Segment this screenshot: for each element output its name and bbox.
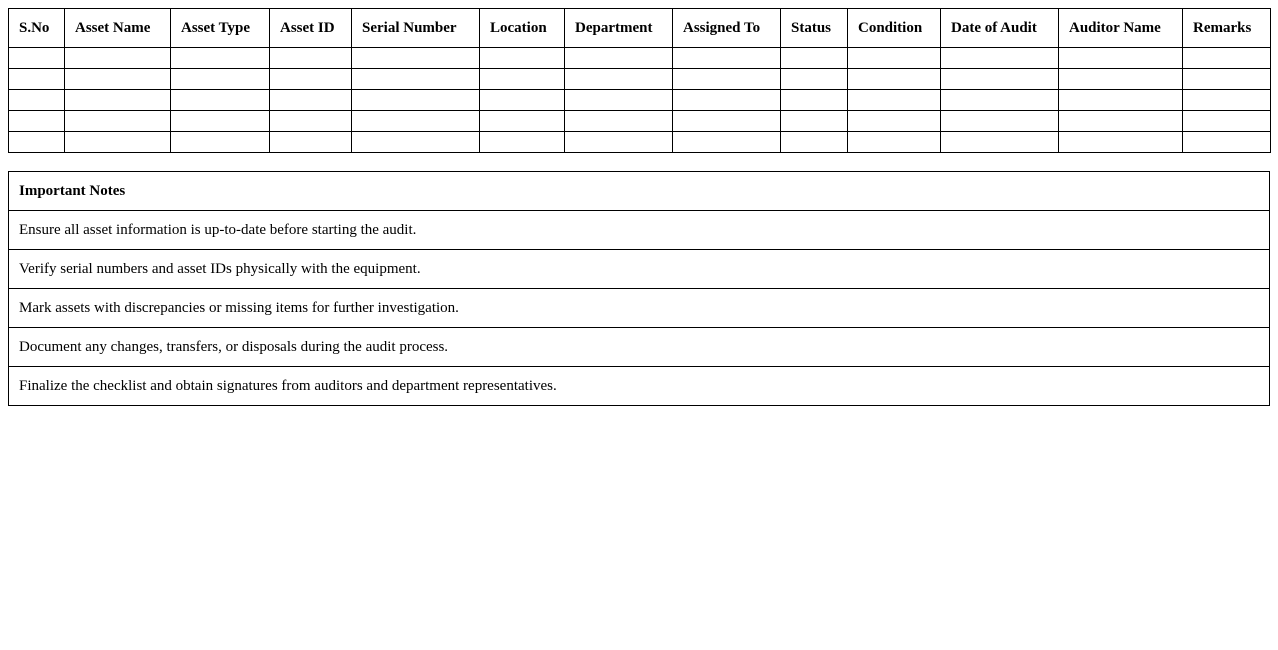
table-cell[interactable]: [848, 132, 941, 153]
table-cell[interactable]: [480, 69, 565, 90]
table-cell[interactable]: [65, 69, 171, 90]
table-cell[interactable]: [848, 48, 941, 69]
table-body: [9, 48, 1271, 153]
header-auditor-name: Auditor Name: [1059, 9, 1183, 48]
table-cell[interactable]: [65, 132, 171, 153]
table-cell[interactable]: [9, 69, 65, 90]
note-row: [9, 211, 1270, 250]
table-cell[interactable]: [9, 132, 65, 153]
table-cell[interactable]: [65, 48, 171, 69]
table-cell[interactable]: [673, 69, 781, 90]
table-cell[interactable]: [848, 69, 941, 90]
header-asset-id: Asset ID: [270, 9, 352, 48]
table-cell[interactable]: [171, 132, 270, 153]
note-item: Ensure all asset information is up-to-date before starting the audit.: [9, 211, 1270, 250]
table-cell[interactable]: [1059, 90, 1183, 111]
table-cell[interactable]: [673, 111, 781, 132]
table-cell[interactable]: [781, 48, 848, 69]
table-cell[interactable]: [9, 48, 65, 69]
header-remarks: Remarks: [1183, 9, 1271, 48]
note-row: [9, 289, 1270, 328]
note-row: [9, 328, 1270, 367]
table-cell[interactable]: [65, 90, 171, 111]
table-cell[interactable]: [1059, 132, 1183, 153]
table-cell[interactable]: [941, 69, 1059, 90]
note-item: Verify serial numbers and asset IDs physically with the equipment.: [9, 250, 1270, 289]
table-cell[interactable]: [941, 111, 1059, 132]
table-cell[interactable]: [673, 48, 781, 69]
header-status: Status: [781, 9, 848, 48]
table-cell[interactable]: [941, 48, 1059, 69]
table-cell[interactable]: [270, 132, 352, 153]
header-date-of-audit: Date of Audit: [941, 9, 1059, 48]
table-row: [9, 132, 1271, 153]
header-asset-type: Asset Type: [171, 9, 270, 48]
table-cell[interactable]: [270, 69, 352, 90]
header-assigned-to: Assigned To: [673, 9, 781, 48]
table-cell[interactable]: [1059, 69, 1183, 90]
table-cell[interactable]: [1059, 111, 1183, 132]
header-serial-number: Serial Number: [352, 9, 480, 48]
header-location: Location: [480, 9, 565, 48]
table-cell[interactable]: [171, 48, 270, 69]
note-item: Finalize the checklist and obtain signatures from auditors and department representatives.: [9, 367, 1270, 406]
table-cell[interactable]: [1183, 132, 1271, 153]
table-cell[interactable]: [848, 90, 941, 111]
table-cell[interactable]: [1059, 48, 1183, 69]
header-row: [9, 9, 1271, 48]
note-row: [9, 250, 1270, 289]
table-cell[interactable]: [781, 69, 848, 90]
header-department: Department: [565, 9, 673, 48]
table-cell[interactable]: [673, 90, 781, 111]
table-cell[interactable]: [480, 48, 565, 69]
table-cell[interactable]: [352, 90, 480, 111]
table-cell[interactable]: [171, 69, 270, 90]
table-cell[interactable]: [781, 90, 848, 111]
note-item: Mark assets with discrepancies or missing items for further investigation.: [9, 289, 1270, 328]
table-cell[interactable]: [171, 90, 270, 111]
table-row: [9, 48, 1271, 69]
table-cell[interactable]: [352, 132, 480, 153]
header-condition: Condition: [848, 9, 941, 48]
header-sno: S.No: [9, 9, 65, 48]
table-cell[interactable]: [352, 69, 480, 90]
table-cell[interactable]: [480, 90, 565, 111]
table-row: [9, 90, 1271, 111]
table-cell[interactable]: [480, 132, 565, 153]
table-cell[interactable]: [673, 132, 781, 153]
table-cell[interactable]: [941, 90, 1059, 111]
table-header: [9, 9, 1271, 48]
note-row: [9, 367, 1270, 406]
note-item: Document any changes, transfers, or disposals during the audit process.: [9, 328, 1270, 367]
table-cell[interactable]: [848, 111, 941, 132]
table-cell[interactable]: [781, 111, 848, 132]
notes-title: Important Notes: [9, 172, 1270, 211]
table-cell[interactable]: [941, 132, 1059, 153]
header-asset-name: Asset Name: [65, 9, 171, 48]
table-cell[interactable]: [9, 90, 65, 111]
table-cell[interactable]: [1183, 90, 1271, 111]
table-cell[interactable]: [1183, 48, 1271, 69]
table-cell[interactable]: [781, 132, 848, 153]
table-row: [9, 69, 1271, 90]
table-cell[interactable]: [270, 90, 352, 111]
table-cell[interactable]: [352, 111, 480, 132]
table-cell[interactable]: [565, 90, 673, 111]
page-content: [8, 8, 1270, 406]
table-cell[interactable]: [565, 111, 673, 132]
table-cell[interactable]: [352, 48, 480, 69]
asset-audit-table: [8, 8, 1271, 153]
table-cell[interactable]: [270, 48, 352, 69]
table-cell[interactable]: [1183, 111, 1271, 132]
notes-title-row: [9, 172, 1270, 211]
table-cell[interactable]: [565, 48, 673, 69]
table-cell[interactable]: [65, 111, 171, 132]
table-cell[interactable]: [565, 69, 673, 90]
table-cell[interactable]: [565, 132, 673, 153]
table-row: [9, 111, 1271, 132]
table-cell[interactable]: [9, 111, 65, 132]
table-cell[interactable]: [270, 111, 352, 132]
table-cell[interactable]: [480, 111, 565, 132]
table-cell[interactable]: [171, 111, 270, 132]
table-cell[interactable]: [1183, 69, 1271, 90]
important-notes-table: [8, 171, 1270, 406]
